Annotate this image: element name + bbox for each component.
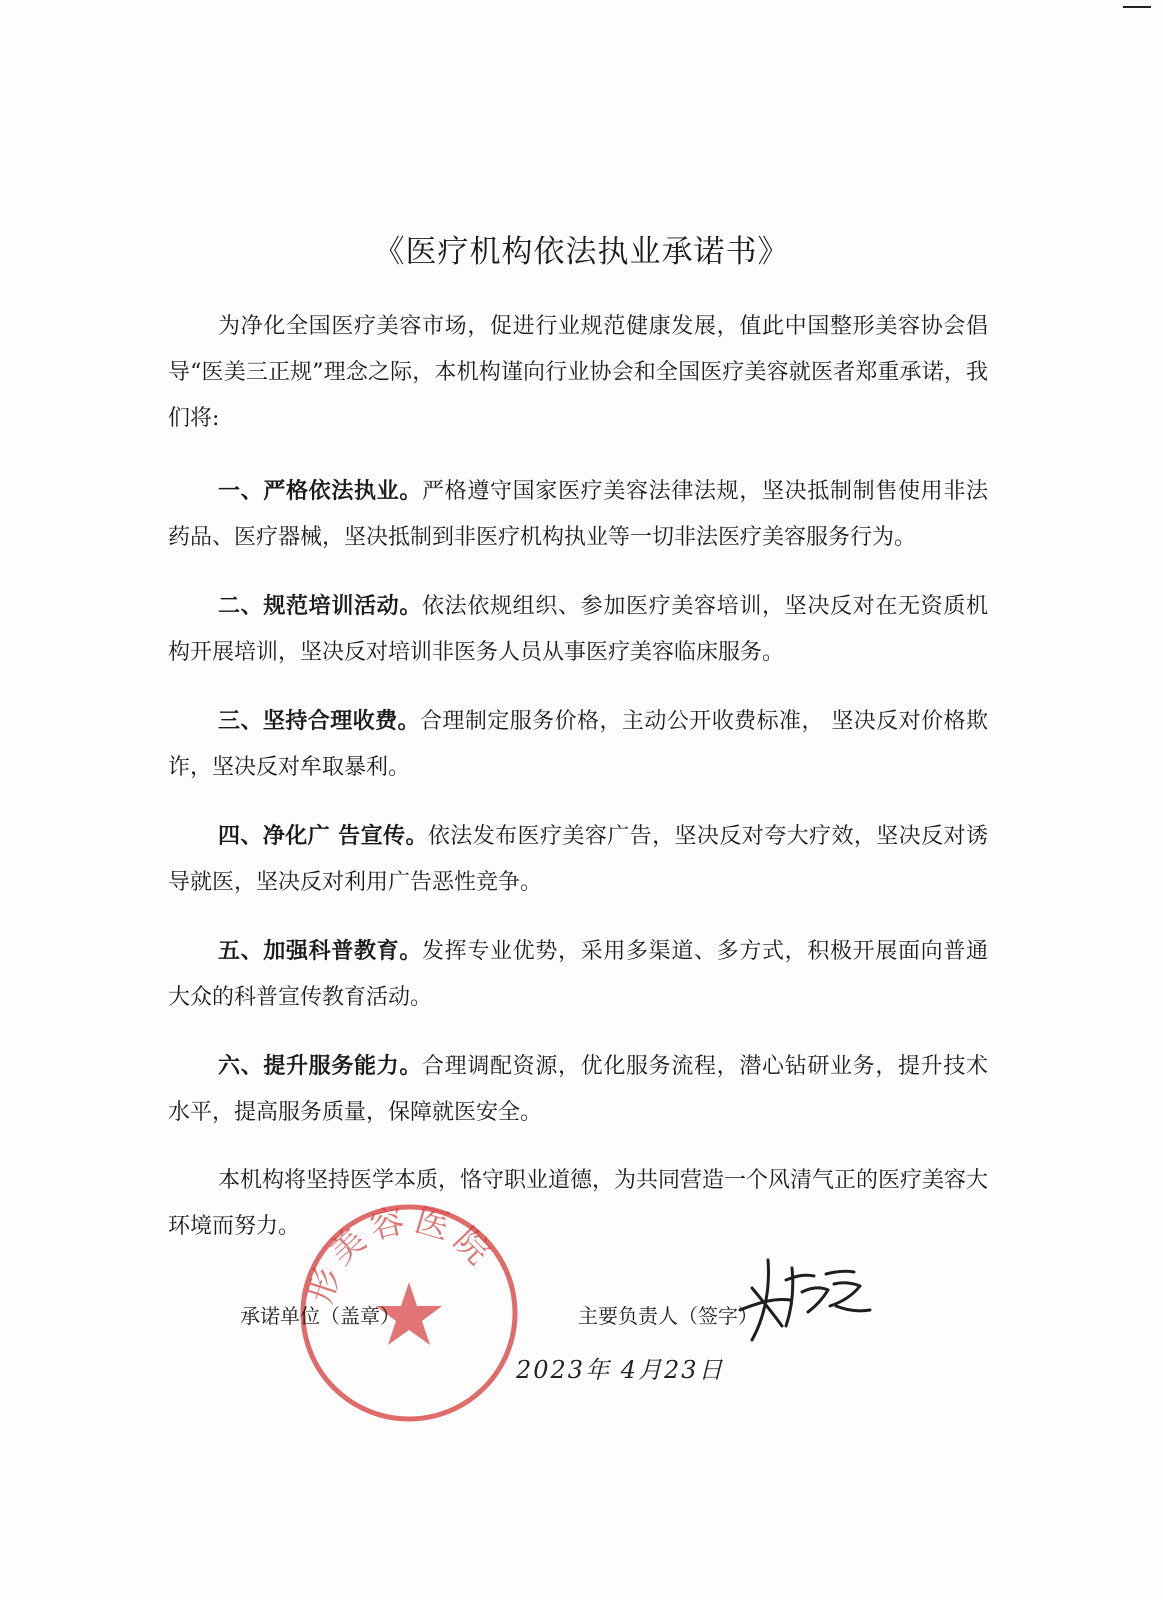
seal-text: 形美容医院 — [300, 1200, 503, 1308]
handwritten-signature-icon — [730, 1240, 880, 1350]
commitment-heading: 二、规范培训活动。 — [218, 593, 422, 619]
commitment-text: 合理调配资源，优化服务流程，潜心钻研业务，提升技术水平，提高服务质量，保障就医安全。 — [168, 1054, 988, 1125]
commitment-item — [168, 928, 988, 1021]
commitment-text: 依法依规组织、参加医疗美容培训，坚决反对在无资质机构开展培训，坚决反对培训非医务人员从事医疗美容临床服务。 — [168, 594, 988, 665]
commitment-item — [168, 583, 988, 676]
commitment-heading: 三、坚持合理收费。 — [218, 708, 420, 734]
commitment-heading: 四、净化广 告宣传。 — [218, 823, 428, 849]
intro-paragraph: 为净化全国医疗美容市场，促进行业规范健康发展，值此中国整形美容协会倡导“医美三正规”理念之际，本机构谨向行业协会和全国医疗美容就医者郑重承诺，我们将: — [168, 314, 988, 431]
commitment-heading: 六、提升服务能力。 — [218, 1053, 422, 1079]
commitment-heading: 五、加强科普教育。 — [218, 938, 422, 964]
document-title: 《医疗机构依法执业承诺书》 — [373, 234, 790, 270]
closing-paragraph: 本机构将坚持医学本质，恪守职业道德，为共同营造一个风清气正的医疗美容大环境而努力。 — [168, 1168, 989, 1239]
unit-seal-label: 承诺单位（盖章） — [240, 1304, 400, 1328]
responsible-person-label: 主要负责人（签字） — [578, 1304, 758, 1328]
commitment-item — [168, 468, 988, 561]
commitment-item — [168, 813, 988, 906]
commitment-text: 严格遵守国家医疗美容法律法规，坚决抵制制售使用非法药品、医疗器械，坚决抵制到非医疗机构执业等一切非法医疗美容服务行为。 — [168, 479, 988, 550]
commitment-text: 合理制定服务价格，主动公开收费标准， 坚决反对价格欺诈，坚决反对牟取暴利。 — [168, 709, 988, 780]
document-body — [168, 304, 988, 1272]
scan-edge-mark — [1123, 6, 1151, 8]
svg-text:形美容医院 — [300, 1200, 502, 1308]
commitment-text: 发挥专业优势，采用多渠道、多方式，积极开展面向普通大众的科普宣传教育活动。 — [168, 939, 988, 1010]
commitment-heading: 一、严格依法执业。 — [218, 478, 422, 504]
signing-date: 2023年 4月23日 — [516, 1356, 725, 1384]
commitment-text: 依法发布医疗美容广告，坚决反对夸大疗效，坚决反对诱导就医，坚决反对利用广告恶性竞争。 — [168, 824, 988, 895]
commitment-item — [168, 698, 988, 791]
commitment-item — [168, 1043, 988, 1136]
